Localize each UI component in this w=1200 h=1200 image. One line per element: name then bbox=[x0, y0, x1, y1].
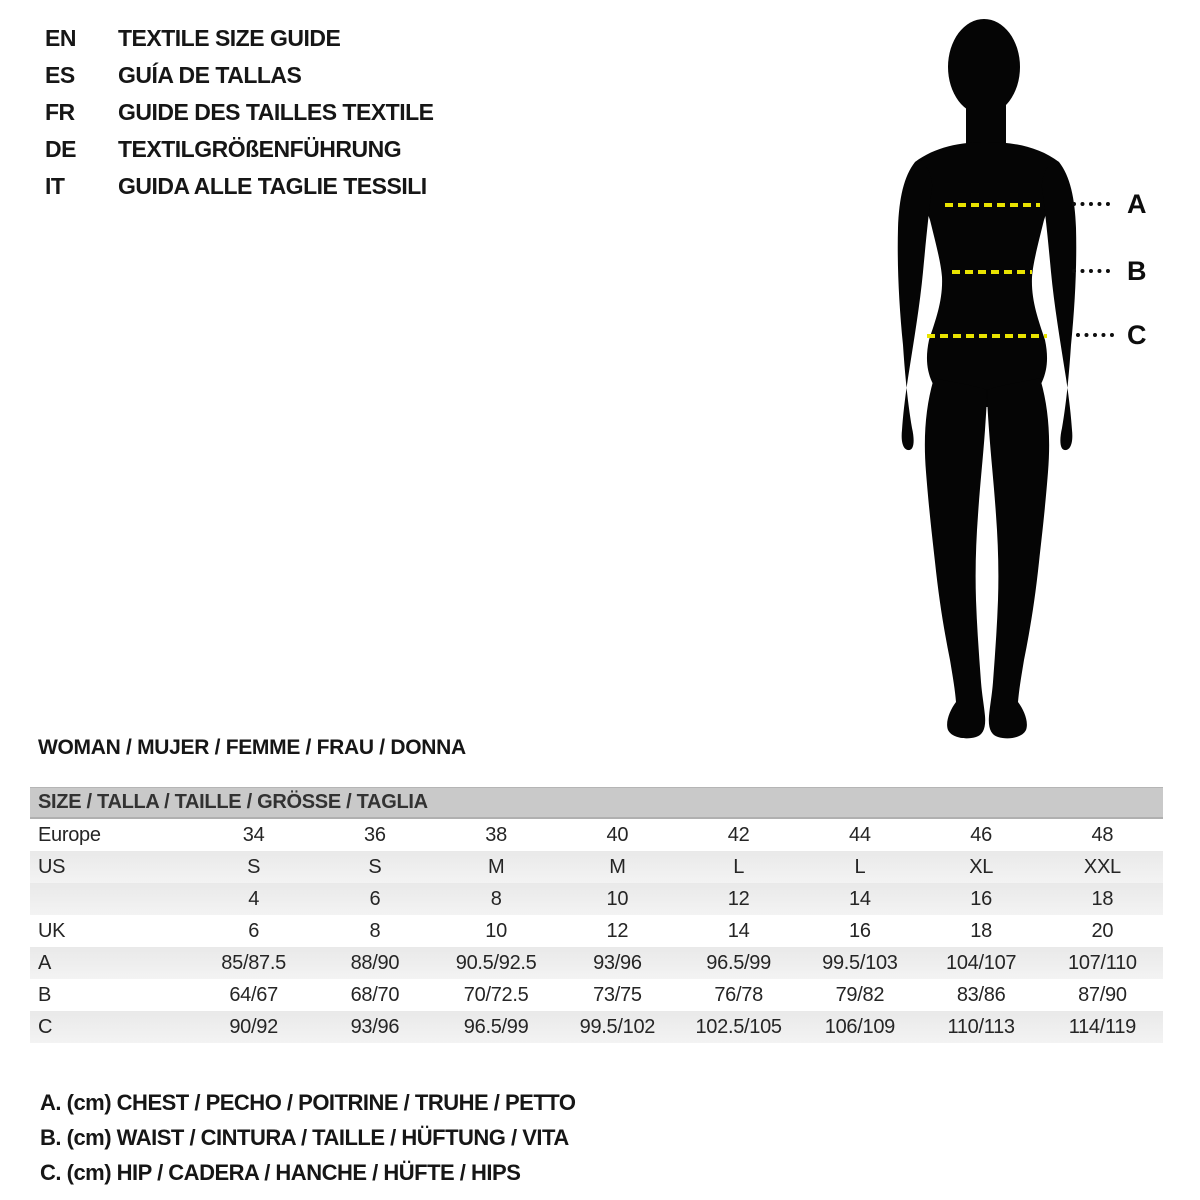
language-code: IT bbox=[45, 173, 65, 199]
chest-pointer-dotted-line bbox=[1072, 202, 1110, 206]
woman-silhouette-svg bbox=[890, 10, 1100, 750]
marker-label-waist: B bbox=[1127, 256, 1147, 286]
size-value-cell: 96.5/99 bbox=[463, 1016, 529, 1038]
table-row bbox=[30, 883, 1163, 915]
size-value-cell: 90/92 bbox=[229, 1016, 278, 1038]
hip-pointer-dotted-line bbox=[1076, 333, 1114, 337]
silhouette-left-arm bbox=[898, 160, 932, 450]
size-value-cell: 88/90 bbox=[350, 952, 400, 974]
legend-line-chest: A. (cm) CHEST / PECHO / POITRINE / TRUHE / PETTO bbox=[40, 1090, 576, 1115]
language-code: DE bbox=[45, 136, 76, 162]
size-value-cell: M bbox=[487, 856, 505, 878]
size-value-cell: 16 bbox=[970, 888, 992, 910]
size-value-cell: 8 bbox=[490, 888, 502, 910]
language-code: FR bbox=[45, 99, 75, 125]
row-label: A bbox=[38, 952, 52, 974]
size-value-cell: 107/110 bbox=[1068, 952, 1137, 974]
size-value-cell: 18 bbox=[1091, 888, 1114, 910]
language-code: EN bbox=[45, 25, 76, 51]
size-value-cell: 106/109 bbox=[824, 1016, 895, 1038]
row-label: C bbox=[38, 1016, 53, 1038]
size-value-cell: XL bbox=[969, 856, 994, 878]
size-value-cell: 12 bbox=[606, 920, 629, 942]
size-value-cell: 38 bbox=[485, 824, 507, 846]
size-value-cell: 110/113 bbox=[947, 1016, 1015, 1038]
size-value-cell: 96.5/99 bbox=[706, 952, 771, 974]
legend-line-hip: C. (cm) HIP / CADERA / HANCHE / HÜFTE / HIPS bbox=[40, 1160, 521, 1185]
size-value-cell: 20 bbox=[1091, 920, 1114, 942]
size-value-cell: 93/96 bbox=[593, 952, 642, 974]
size-value-cell: S bbox=[368, 856, 382, 878]
woman-silhouette-figure bbox=[890, 10, 1100, 750]
size-value-cell: 36 bbox=[364, 824, 386, 846]
size-value-cell: 10 bbox=[606, 888, 629, 910]
table-row-a bbox=[30, 947, 1163, 979]
row-label: UK bbox=[38, 920, 66, 942]
row-label: US bbox=[38, 856, 66, 878]
size-value-cell: 70/72.5 bbox=[463, 984, 529, 1006]
size-value-cell: 16 bbox=[849, 920, 871, 942]
size-value-cell: 46 bbox=[970, 824, 992, 846]
size-value-cell: 79/82 bbox=[835, 984, 885, 1006]
language-row-it bbox=[45, 174, 434, 198]
size-value-cell: 12 bbox=[727, 888, 750, 910]
language-guide-title: GUIDE DES TAILLES TEXTILE bbox=[118, 99, 434, 125]
table-row-europe bbox=[30, 819, 1163, 851]
size-value-cell: L bbox=[733, 856, 745, 878]
size-value-cell: 40 bbox=[606, 824, 629, 846]
size-value-cell: M bbox=[609, 856, 626, 878]
language-code: ES bbox=[45, 62, 75, 88]
table-row-c bbox=[30, 1011, 1163, 1043]
section-title-woman: WOMAN / MUJER / FEMME / FRAU / DONNA bbox=[38, 736, 466, 759]
size-value-cell: 102.5/105 bbox=[695, 1016, 782, 1038]
size-value-cell: 93/96 bbox=[350, 1016, 400, 1038]
size-value-cell: 68/70 bbox=[350, 984, 400, 1006]
size-value-cell: 73/75 bbox=[593, 984, 642, 1006]
size-value-cell: 83/86 bbox=[956, 984, 1006, 1006]
row-label: B bbox=[38, 984, 52, 1006]
size-value-cell: 104/107 bbox=[946, 952, 1017, 974]
marker-label-hip: C bbox=[1127, 320, 1147, 350]
language-row-es bbox=[45, 63, 434, 87]
table-row-uk bbox=[30, 915, 1163, 947]
size-value-cell: 90.5/92.5 bbox=[455, 952, 537, 974]
row-label bbox=[30, 883, 193, 915]
size-value-cell: 64/67 bbox=[229, 984, 278, 1006]
size-value-cell: XXL bbox=[1083, 856, 1121, 878]
legend-line-waist: B. (cm) WAIST / CINTURA / TAILLE / HÜFTUNG / VITA bbox=[40, 1125, 569, 1150]
table-rows bbox=[30, 819, 1163, 1043]
marker-label-chest: A bbox=[1127, 189, 1147, 219]
size-value-cell: 14 bbox=[849, 888, 871, 910]
row-label: Europe bbox=[38, 824, 101, 846]
waist-pointer-dotted-line bbox=[1072, 269, 1110, 273]
table-row-b bbox=[30, 979, 1163, 1011]
language-guide-title: GUÍA DE TALLAS bbox=[118, 62, 302, 88]
size-table bbox=[30, 787, 1163, 1043]
size-value-cell: 34 bbox=[242, 824, 265, 846]
language-row-fr bbox=[45, 100, 434, 124]
table-header-band: SIZE / TALLA / TAILLE / GRÖSSE / TAGLIA bbox=[30, 787, 1163, 819]
silhouette-torso bbox=[915, 142, 1059, 407]
measurement-legend bbox=[40, 1091, 575, 1185]
language-row-de bbox=[45, 137, 434, 161]
size-value-cell: 14 bbox=[727, 920, 750, 942]
size-value-cell: 114/119 bbox=[1068, 1016, 1136, 1038]
silhouette-right-leg bbox=[987, 378, 1049, 738]
size-value-cell: 4 bbox=[248, 888, 260, 910]
language-guide-title: TEXTILE SIZE GUIDE bbox=[118, 25, 341, 51]
size-value-cell: 10 bbox=[485, 920, 507, 942]
size-value-cell: 99.5/102 bbox=[579, 1016, 656, 1038]
size-value-cell: 48 bbox=[1091, 824, 1114, 846]
size-value-cell: 6 bbox=[248, 920, 260, 942]
size-value-cell: 99.5/103 bbox=[822, 952, 898, 974]
size-value-cell: L bbox=[854, 856, 866, 878]
silhouette-left-leg bbox=[925, 378, 987, 738]
language-title-list bbox=[45, 26, 434, 198]
size-value-cell: 8 bbox=[369, 920, 381, 942]
size-value-cell: 18 bbox=[970, 920, 992, 942]
size-value-cell: 6 bbox=[369, 888, 381, 910]
size-value-cell: 44 bbox=[849, 824, 871, 846]
language-row-en bbox=[45, 26, 434, 50]
language-guide-title: GUIDA ALLE TAGLIE TESSILI bbox=[118, 173, 427, 199]
size-value-cell: 42 bbox=[727, 824, 750, 846]
size-value-cell: 76/78 bbox=[714, 984, 763, 1006]
size-value-cell: 85/87.5 bbox=[221, 952, 286, 974]
size-value-cell: S bbox=[247, 856, 261, 878]
table-row-us bbox=[30, 851, 1163, 883]
size-value-cell: 87/90 bbox=[1078, 984, 1127, 1006]
language-guide-title: TEXTILGRÖßENFÜHRUNG bbox=[118, 136, 402, 162]
